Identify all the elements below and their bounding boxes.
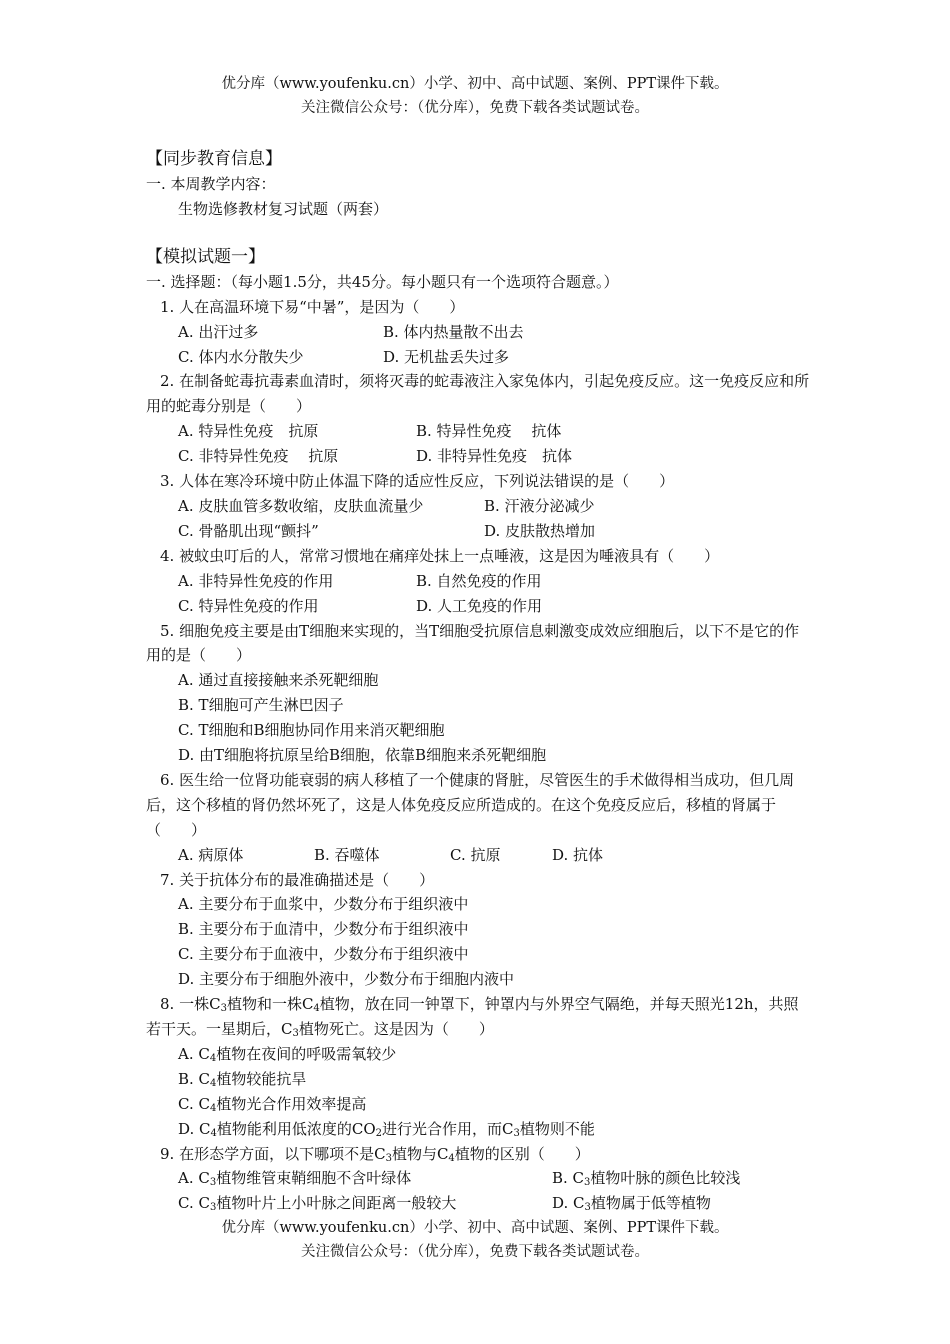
question-8-option-b: B. $C_4$植物较能抗旱	[178, 1069, 307, 1089]
question-9-options-row-2	[146, 1191, 810, 1216]
question-3-option-d: D. 皮肤散热增加	[484, 521, 596, 540]
info-content: 生物选修教材复习试题（两套）	[178, 199, 389, 218]
question-7-option-d: D. 主要分布于细胞外液中，少数分布于细胞内液中	[178, 970, 515, 989]
question-2-options-row-1	[146, 419, 810, 444]
footer-line-1: 优分库（www.youfenku.cn）小学、初中、高中试题、案例、PPT课件下载。	[221, 1220, 729, 1236]
question-2-option-b: B. 特异性免疫 抗体	[416, 422, 562, 441]
page-header	[0, 72, 950, 120]
question-6-option-d: D. 抗体	[552, 845, 604, 864]
question-7-option-a: A. 主要分布于血浆中，少数分布于组织液中	[178, 895, 469, 914]
question-6-option-a: A. 病原体	[178, 845, 244, 864]
question-8-option-c: C. $C_4$植物光合作用效率提高	[178, 1094, 367, 1114]
question-1-options-row-1	[146, 320, 810, 345]
question-6-options	[146, 843, 810, 868]
question-8-option-a: A. $C_4$植物在夜间的呼吸需氧较少	[178, 1044, 397, 1064]
question-2-option-c: C. 非特异性免疫 抗原	[178, 447, 339, 466]
question-4-options-row-2	[146, 594, 810, 619]
question-8-option-d: D. $C_4$植物能利用低浓度的$CO_2$进行光合作用，而$C_3$植物则不能	[178, 1119, 595, 1139]
question-3-options-row-1	[146, 494, 810, 519]
question-5-option-a: A. 通过直接接触来杀死靶细胞	[178, 671, 379, 690]
question-5-option-d: D. 由T细胞将抗原呈给B细胞，依靠B细胞来杀死靶细胞	[178, 746, 547, 765]
question-9-option-d: D. $C_3$植物属于低等植物	[552, 1194, 711, 1214]
header-line-2: 关注微信公众号：（优分库），免费下载各类试题试卷。	[301, 100, 649, 116]
question-8-stem: 8. 一株$C_3$植物和一株$C_4$植物，放在同一钟罩下，钟罩内与外界空气隔绝，并每天照光12h，共照若干天。一星期后，$C_3$植物死亡。这是因为（ ）	[146, 995, 799, 1039]
question-9-option-b: B. $C_3$植物叶脉的颜色比较浅	[552, 1169, 741, 1189]
question-7-option-b: B. 主要分布于血清中，少数分布于组织液中	[178, 920, 469, 939]
question-4-option-b: B. 自然免疫的作用	[416, 571, 542, 590]
info-subtitle: 一. 本周教学内容：	[146, 175, 276, 193]
question-4-option-c: C. 特异性免疫的作用	[178, 596, 319, 615]
question-1-stem: 1. 人在高温环境下易“中暑”，是因为（ ）	[160, 297, 465, 316]
question-1-option-b: B. 体内热量散不出去	[383, 322, 524, 341]
question-7-option-c: C. 主要分布于血液中，少数分布于组织液中	[178, 945, 469, 964]
question-6-option-b: B. 吞噬体	[314, 845, 380, 864]
question-6-option-c: C. 抗原	[450, 845, 501, 864]
question-4-options-row-1	[146, 569, 810, 594]
section-heading: 一. 选择题：（每小题1.5分，共45分。每小题只有一个选项符合题意。）	[146, 272, 619, 291]
question-2-stem: 2. 在制备蛇毒抗毒素血清时，须将灭毒的蛇毒液注入家兔体内，引起免疫反应。这一免疫反应和所用的蛇毒分别是（ ）	[146, 372, 810, 416]
question-7-stem: 7. 关于抗体分布的最准确描述是（ ）	[160, 870, 435, 889]
footer-line-2: 关注微信公众号：（优分库），免费下载各类试题试卷。	[301, 1244, 649, 1260]
question-9-options-row-1	[146, 1166, 810, 1191]
question-3-option-a: A. 皮肤血管多数收缩，皮肤血流量少	[178, 496, 424, 515]
question-5-option-c: C. T细胞和B细胞协同作用来消灭靶细胞	[178, 721, 445, 740]
question-1-option-c: C. 体内水分散失少	[178, 347, 304, 366]
question-1-option-a: A. 出汗过多	[178, 322, 259, 341]
question-5-option-b: B. T细胞可产生淋巴因子	[178, 696, 344, 715]
page-footer	[0, 1216, 950, 1264]
question-5-stem: 5. 细胞免疫主要是由T细胞来实现的，当T细胞受抗原信息刺激变成效应细胞后，以下不是它的作用的是（ ）	[146, 621, 800, 665]
exam-title: 【模拟试题一】	[146, 246, 265, 267]
question-2-options-row-2	[146, 444, 810, 469]
question-4-option-d: D. 人工免疫的作用	[416, 596, 543, 615]
header-line-1: 优分库（www.youfenku.cn）小学、初中、高中试题、案例、PPT课件下载。	[221, 76, 729, 92]
question-9-option-a: A. $C_3$植物维管束鞘细胞不含叶绿体	[178, 1169, 412, 1189]
question-3-options-row-2	[146, 519, 810, 544]
question-3-option-b: B. 汗液分泌减少	[484, 496, 595, 515]
question-1-option-d: D. 无机盐丢失过多	[383, 347, 510, 366]
question-3-stem: 3. 人体在寒冷环境中防止体温下降的适应性反应，下列说法错误的是（ ）	[160, 472, 675, 491]
question-4-stem: 4. 被蚊虫叮后的人，常常习惯地在痛痒处抹上一点唾液，这是因为唾液具有（ ）	[160, 546, 720, 565]
info-title: 【同步教育信息】	[146, 149, 282, 169]
question-3-option-c: C. 骨骼肌出现“颤抖”	[178, 521, 319, 540]
question-9-stem: 9. 在形态学方面，以下哪项不是$C_3$植物与$C_4$植物的区别（ ）	[160, 1144, 590, 1164]
question-2-option-a: A. 特异性免疫 抗原	[178, 422, 319, 441]
question-6-stem: 6. 医生给一位肾功能衰弱的病人移植了一个健康的肾脏，尽管医生的手术做得相当成功，但几周后，这个移植的肾仍然坏死了，这是人体免疫反应所造成的。在这个免疫反应后，移植的肾属于（ ）	[146, 770, 795, 839]
question-4-option-a: A. 非特异性免疫的作用	[178, 571, 334, 590]
question-2-option-d: D. 非特异性免疫 抗体	[416, 447, 573, 466]
question-1-options-row-2	[146, 345, 810, 370]
question-9-option-c: C. $C_3$植物叶片上小叶脉之间距离一般较大	[178, 1194, 457, 1214]
document-body	[146, 146, 810, 1216]
